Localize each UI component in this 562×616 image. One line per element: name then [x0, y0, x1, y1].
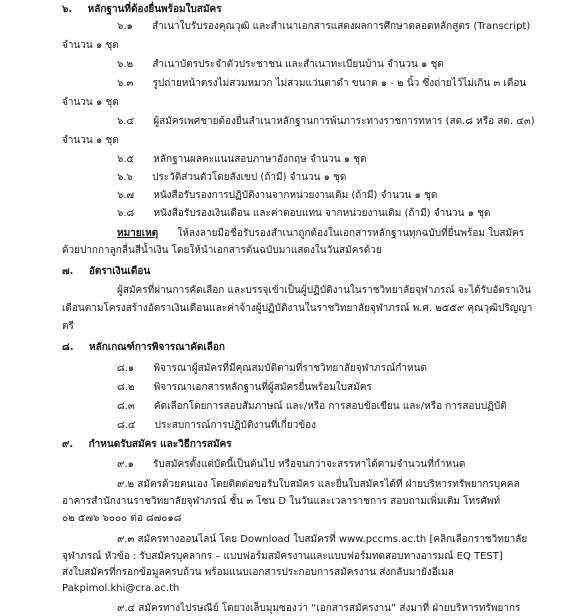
item-number: ๖.๔ [117, 116, 135, 127]
item-number: ๘.๓ [117, 401, 135, 412]
item-number: ๘.๔ [117, 420, 136, 431]
note-text: ให้ลงลายมือชื่อรับรองสำเนาถูกต้องในเอกสารหลักฐานทุกฉบับที่ยื่นพร้อม ใบสมัคร [177, 228, 525, 239]
item-number: ๖.๓ [117, 78, 134, 89]
item-number: ๘.๑ [117, 363, 135, 374]
item-6-1 [117, 20, 530, 34]
item-number: ๖.๖ [117, 172, 133, 183]
item-text: รับสมัครตั้งแต่บัดนี้เป็นต้นไป หรือจนกว่าจะสรรหาได้ตามจำนวนที่กำหนด [153, 459, 466, 470]
item-9-3-line3: ส่งใบสมัครที่กรอกข้อมูลครบถ้วน พร้อมแนบเอกสารประกอบการสมัครงาน ส่งกลับมายังอีเมล [62, 567, 454, 578]
item-9-2-line2: อาคารสำนักงานราชวิทยาลัยจุฬาภรณ์ ชั้น ๓ โซน D ในวันและเวลาราชการ สอบถามเพิ่มเติม โทรศัพท์ [62, 496, 501, 507]
item-text: สำเนาใบรับรองคุณวุฒิ และสำเนาเอกสารแสดงผลการศึกษาตลอดหลักสูตร (Transcript) [152, 21, 531, 32]
item-6-1-continuation: จำนวน ๑ ชุด [62, 40, 119, 51]
item-8-4 [117, 419, 316, 433]
item-6-8 [117, 207, 491, 221]
section-8-heading [62, 341, 225, 355]
item-6-3-continuation: จำนวน ๑ ชุด [62, 97, 119, 108]
item-9-4-line1: ๙.๔ สมัครทางไปรษณีย์ โดยวงเล็บมุมซองว่า “เอกสารสมัครงาน” ส่งมาที่ ฝ่ายบริหารทรัพยากร [117, 603, 521, 614]
section-9-title: กำหนดรับสมัคร และวิธีการสมัคร [88, 439, 232, 450]
contact-email-link[interactable]: Pakpimol.khi@cra.ac.th [62, 583, 180, 594]
salary-paragraph-line1: ผู้สมัครที่ผ่านการคัดเลือก และบรรจุเข้าเป็นผู้ปฏิบัติงานในราชวิทยาลัยจุฬาภรณ์ จะได้รับอัตราเงิน [117, 285, 531, 296]
section-6-heading [62, 3, 222, 17]
item-9-2-line3: ๐๒ ๕๗๖ ๖๐๐๐ ต่อ ๘๗๐๑๘ [62, 513, 182, 524]
note [117, 227, 524, 241]
note-label: หมายเหตุ [117, 228, 159, 239]
section-7-number: ๗. [62, 266, 74, 277]
section-9-heading [62, 438, 232, 452]
item-6-6 [117, 171, 346, 185]
item-9-3-line2: จุฬาภรณ์ หัวข้อ : รับสมัครบุคลากร – แบบฟอร์มสมัครงานและแบบฟอร์มทดสอบทางอารมณ์ EQ TEST] [62, 551, 503, 562]
salary-paragraph-line2: เดือนตามโครงสร้างอัตราเงินเดือนและค่าจ้างผู้ปฏิบัติงานในราชวิทยาลัยจุฬาภรณ์ พ.ศ. ๒๕๕๙ คุณวุฒิปริญญา [62, 303, 533, 314]
item-text: หนังสือรับรองเงินเดือน และค่าตอบแทน จากหน่วยงานเดิม (ถ้ามี) จำนวน ๑ ชุด [153, 208, 491, 219]
item-text: สำเนาบัตรประจำตัวประชาชน และสำเนาทะเบียนบ้าน จำนวน ๑ ชุด [152, 59, 444, 70]
item-number: ๙.๑ [117, 459, 134, 470]
item-number: ๖.๑ [117, 21, 133, 32]
item-number: ๖.๕ [117, 154, 135, 165]
item-text: ประสบการณ์การปฏิบัติงานที่เกี่ยวข้อง [154, 420, 317, 431]
item-6-5 [117, 153, 367, 167]
item-8-1 [117, 362, 427, 376]
item-6-4 [117, 115, 535, 129]
item-number: ๖.๗ [117, 190, 135, 201]
item-6-3 [117, 77, 526, 91]
item-9-1 [117, 458, 465, 472]
item-text: รูปถ่ายหน้าตรงไม่สวมหมวก ไม่สวมแว่นตาดำ ขนาด ๑ - ๒ นิ้ว ซึ่งถ่ายไว้ไม่เกิน ๓ เดือน [152, 78, 527, 89]
item-8-3 [117, 400, 507, 414]
item-number: ๖.๒ [117, 59, 134, 70]
item-9-3-line1: ๙.๓ สมัครทางออนไลน์ โดย Download ใบสมัครที่ www.pccms.ac.th [คลิกเลือกราชวิทยาลัย [117, 534, 528, 545]
section-9-number: ๙. [62, 439, 74, 450]
item-6-4-continuation: จำนวน ๑ ชุด [62, 135, 119, 146]
item-text: หนังสือรับรองการปฏิบัติงานจากหน่วยงานเดิม (ถ้ามี) จำนวน ๑ ชุด [153, 190, 438, 201]
section-6-title: หลักฐานที่ต้องยื่นพร้อมใบสมัคร [87, 4, 222, 15]
section-8-title: หลักเกณฑ์การพิจารณาคัดเลือก [89, 342, 225, 353]
item-text: หลักฐานผลคะแนนสอบภาษาอังกฤษ จำนวน ๑ ชุด [153, 154, 367, 165]
item-text: พิจารณาผู้สมัครที่มีคุณสมบัติตามที่ราชวิทยาลัยจุฬาภรณ์กำหนด [153, 363, 427, 374]
item-8-2 [117, 381, 372, 395]
item-9-2-line1: ๙.๒ สมัครด้วยตนเอง โดยติดต่อขอรับใบสมัคร และยื่นใบสมัครได้ที่ ฝ่ายบริหารทรัพยากรบุคคล [117, 479, 520, 490]
salary-paragraph-line3: ตรี [62, 321, 74, 332]
item-text: พิจารณาเอกสารหลักฐานที่ผู้สมัครยื่นพร้อมใบสมัคร [153, 382, 372, 393]
item-number: ๘.๒ [117, 382, 135, 393]
section-8-number: ๘. [62, 342, 74, 353]
section-7-title: อัตราเงินเดือน [88, 266, 151, 277]
item-6-7 [117, 189, 437, 203]
item-6-2 [117, 58, 444, 72]
section-7-heading [62, 265, 150, 279]
item-number: ๖.๘ [117, 208, 135, 219]
note-continuation: ด้วยปากกาลูกลื่นสีน้ำเงิน โดยให้นำเอกสารต้นฉบับมาแสดงในวันสมัครด้วย [62, 245, 382, 256]
item-text: ประวัติส่วนตัวโดยสังเขป (ถ้ามี) จำนวน ๑ ชุด [152, 172, 347, 183]
section-6-number: ๖. [62, 4, 73, 15]
item-text: ผู้สมัครเพศชายต้องยื่นสำเนาหลักฐานการพ้นภาระทางราชการทหาร (สด.๘ หรือ สด. ๔๓) [153, 116, 535, 127]
item-text: คัดเลือกโดยการสอบสัมภาษณ์ และ/หรือ การสอบข้อเขียน และ/หรือ การสอบปฏิบัติ [153, 401, 507, 412]
